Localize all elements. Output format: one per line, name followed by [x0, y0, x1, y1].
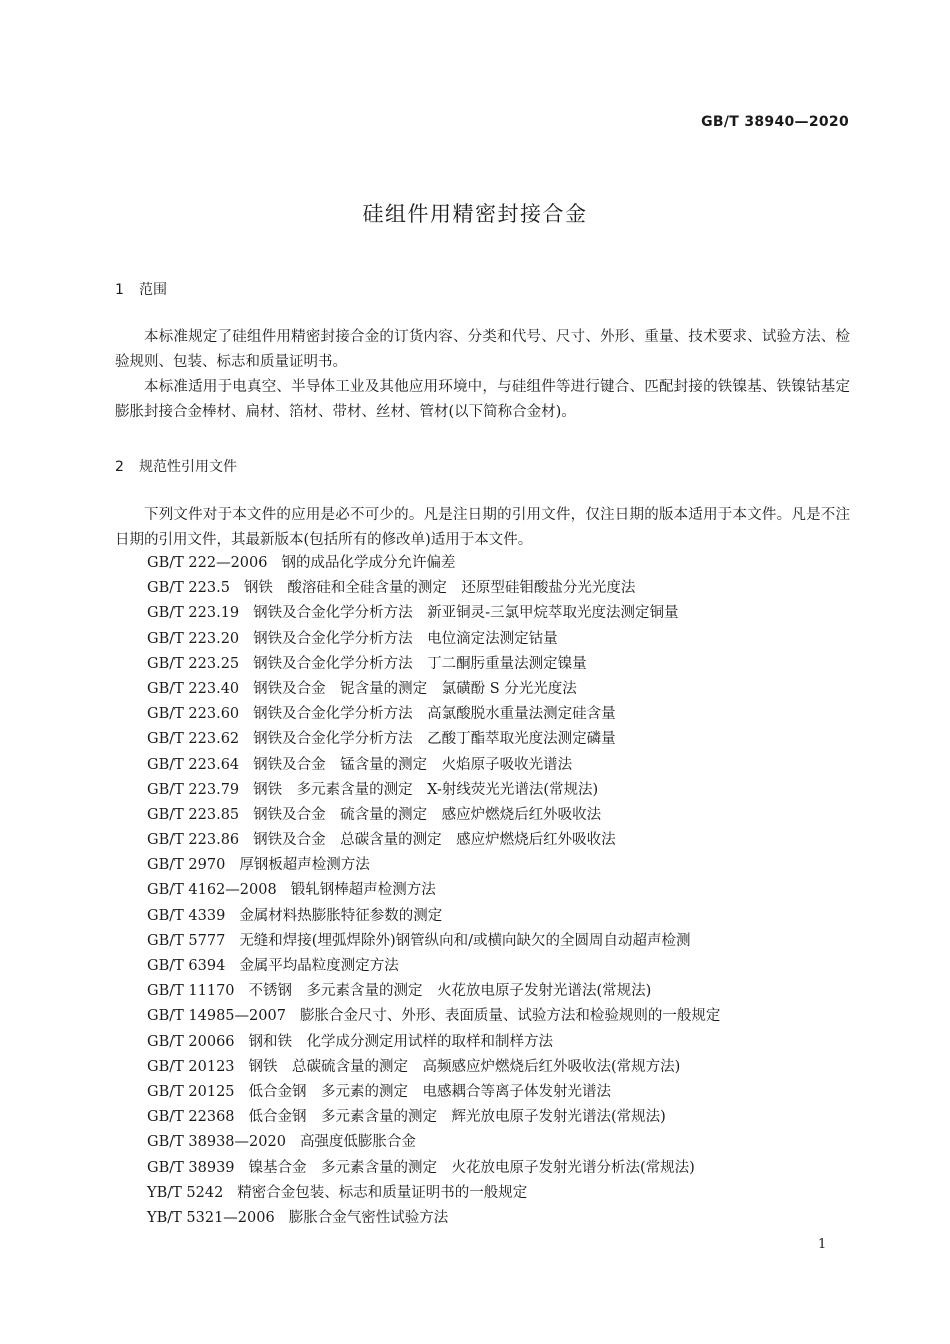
- reference-item: [147, 853, 857, 878]
- reference-title: 锻轧钢棒超声检测方法: [290, 882, 436, 899]
- reference-title: 钢铁及合金化学分析方法 电位滴定法测定钴量: [253, 630, 558, 647]
- reference-title: 钢铁 总碳硫含量的测定 高频感应炉燃烧后红外吸收法(常规方法): [248, 1058, 681, 1075]
- reference-item: [147, 828, 857, 853]
- reference-title: 金属平均晶粒度测定方法: [239, 958, 399, 974]
- reference-title: 膨胀合金尺寸、外形、表面质量、试验方法和检验规则的一般规定: [299, 1008, 721, 1025]
- reference-title: 低合金钢 多元素的测定 电感耦合等离子体发射光谱法: [248, 1083, 612, 1100]
- reference-item: [147, 1055, 857, 1080]
- reference-item: [147, 1206, 857, 1231]
- reference-title: 钢铁及合金 铌含量的测定 氯磺酚 S 分光光度法: [253, 680, 577, 697]
- reference-title: 钢铁 酸溶硅和全硅含量的测定 还原型硅钼酸盐分光光度法: [243, 580, 636, 597]
- reference-title: 钢和铁 化学成分测定用试样的取样和制样方法: [248, 1033, 554, 1050]
- section-title: 规范性引用文件: [139, 459, 237, 475]
- reference-title: 金属材料热膨胀特征参数的测定: [239, 907, 443, 924]
- reference-title: 钢铁及合金 硫含量的测定 感应炉燃烧后红外吸收法: [253, 806, 602, 823]
- reference-code: GB/T 2970: [147, 857, 226, 874]
- reference-code: GB/T 6394: [147, 958, 226, 974]
- reference-code: GB/T 11170: [147, 983, 235, 1000]
- reference-title: 钢铁 多元素含量的测定 X-射线荧光光谱法(常规法): [253, 781, 599, 798]
- reference-title: 低合金钢 多元素含量的测定 辉光放电原子发射光谱法(常规法): [248, 1109, 666, 1126]
- reference-item: [147, 727, 857, 752]
- reference-code: GB/T 4162—2008: [147, 882, 277, 899]
- reference-list: [147, 551, 857, 1231]
- reference-item: [147, 1080, 857, 1105]
- reference-item: [147, 677, 857, 702]
- section-title: 范围: [139, 282, 167, 298]
- reference-title: 钢铁及合金化学分析方法 乙酸丁酯萃取光度法测定磷量: [253, 731, 616, 748]
- reference-item: [147, 551, 857, 576]
- reference-title: 精密合金包装、标志和质量证明书的一般规定: [237, 1184, 528, 1201]
- reference-title: 钢铁及合金化学分析方法 新亚铜灵-三氯甲烷萃取光度法测定铜量: [253, 605, 679, 622]
- reference-item: [147, 1030, 857, 1055]
- section-number: 2: [115, 459, 124, 475]
- reference-title: 膨胀合金气密性试验方法: [288, 1209, 449, 1226]
- reference-title: 高强度低膨胀合金: [299, 1134, 416, 1151]
- reference-item: [147, 627, 857, 652]
- reference-item: [147, 576, 857, 601]
- reference-code: GB/T 38939: [147, 1159, 235, 1176]
- reference-code: GB/T 20066: [147, 1033, 235, 1050]
- references-intro-paragraph: 下列文件对于本文件的应用是必不可少的。凡是注日期的引用文件，仅注日期的版本适用于本文件。凡是不注日期的引用文件，其最新版本(包括所有的修改单)适用于本文件。: [115, 507, 850, 548]
- reference-code: GB/T 223.79: [147, 781, 240, 798]
- reference-code: GB/T 222—2006: [147, 555, 268, 571]
- document-title: 硅组件用精密封接合金: [362, 202, 588, 226]
- reference-title: 钢铁及合金化学分析方法 丁二酮肟重量法测定镍量: [253, 655, 587, 672]
- reference-code: GB/T 223.40: [147, 680, 240, 697]
- reference-item: [147, 753, 857, 778]
- scope-paragraph-2: 本标准适用于电真空、半导体工业及其他应用环境中，与硅组件等进行键合、匹配封接的铁镍基、铁镍钴基定膨胀封接合金棒材、扁材、箔材、带材、丝材、管材(以下简称合金材)。: [115, 379, 850, 420]
- standard-code: GB/T 38940—2020: [701, 114, 849, 130]
- reference-code: GB/T 223.20: [147, 630, 240, 647]
- reference-code: GB/T 22368: [147, 1109, 235, 1126]
- reference-title: 无缝和焊接(埋弧焊除外)钢管纵向和/或横向缺欠的全圆周自动超声检测: [239, 932, 691, 949]
- reference-item: [147, 929, 857, 954]
- reference-code: GB/T 5777: [147, 932, 226, 949]
- reference-code: GB/T 223.64: [147, 756, 240, 773]
- reference-code: GB/T 223.25: [147, 655, 240, 672]
- reference-item: [147, 1181, 857, 1206]
- section-number: 1: [115, 282, 124, 298]
- reference-title: 不锈钢 多元素含量的测定 火花放电原子发射光谱法(常规法): [248, 983, 652, 1000]
- reference-item: [147, 954, 857, 979]
- reference-item: [147, 652, 857, 677]
- reference-item: [147, 778, 857, 803]
- reference-item: [147, 979, 857, 1004]
- reference-code: GB/T 14985—2007: [147, 1008, 286, 1025]
- reference-item: [147, 1156, 857, 1181]
- reference-code: YB/T 5321—2006: [147, 1209, 275, 1226]
- reference-item: [147, 904, 857, 929]
- reference-code: GB/T 223.86: [147, 832, 240, 849]
- reference-code: GB/T 223.19: [147, 605, 240, 622]
- reference-title: 镍基合金 多元素含量的测定 火花放电原子发射光谱分析法(常规法): [248, 1159, 695, 1176]
- reference-code: GB/T 20123: [147, 1058, 235, 1075]
- section-heading-normative-references: [115, 456, 237, 476]
- reference-code: YB/T 5242: [147, 1184, 224, 1201]
- reference-title: 钢铁及合金 总碳含量的测定 感应炉燃烧后红外吸收法: [253, 832, 616, 849]
- reference-item: [147, 1130, 857, 1155]
- reference-code: GB/T 20125: [147, 1083, 235, 1100]
- reference-code: GB/T 223.62: [147, 731, 240, 748]
- reference-item: [147, 1105, 857, 1130]
- reference-item: [147, 702, 857, 727]
- reference-title: 钢铁及合金 锰含量的测定 火焰原子吸收光谱法: [253, 756, 573, 773]
- reference-code: GB/T 4339: [147, 907, 226, 924]
- reference-code: GB/T 38938—2020: [147, 1134, 286, 1151]
- reference-item: [147, 803, 857, 828]
- reference-code: GB/T 223.85: [147, 806, 240, 823]
- reference-item: [147, 1004, 857, 1029]
- reference-code: GB/T 223.5: [147, 580, 230, 597]
- reference-item: [147, 601, 857, 626]
- section-heading-scope: [115, 279, 167, 299]
- reference-title: 钢铁及合金化学分析方法 高氯酸脱水重量法测定硅含量: [253, 706, 616, 723]
- page-number: 1: [818, 1237, 827, 1252]
- scope-paragraph-1: 本标准规定了硅组件用精密封接合金的订货内容、分类和代号、尺寸、外形、重量、技术要求、试验方法、检验规则、包装、标志和质量证明书。: [115, 329, 850, 370]
- reference-code: GB/T 223.60: [147, 706, 240, 723]
- reference-title: 钢的成品化学成分允许偏差: [281, 555, 456, 571]
- reference-item: [147, 878, 857, 903]
- reference-title: 厚钢板超声检测方法: [239, 857, 370, 874]
